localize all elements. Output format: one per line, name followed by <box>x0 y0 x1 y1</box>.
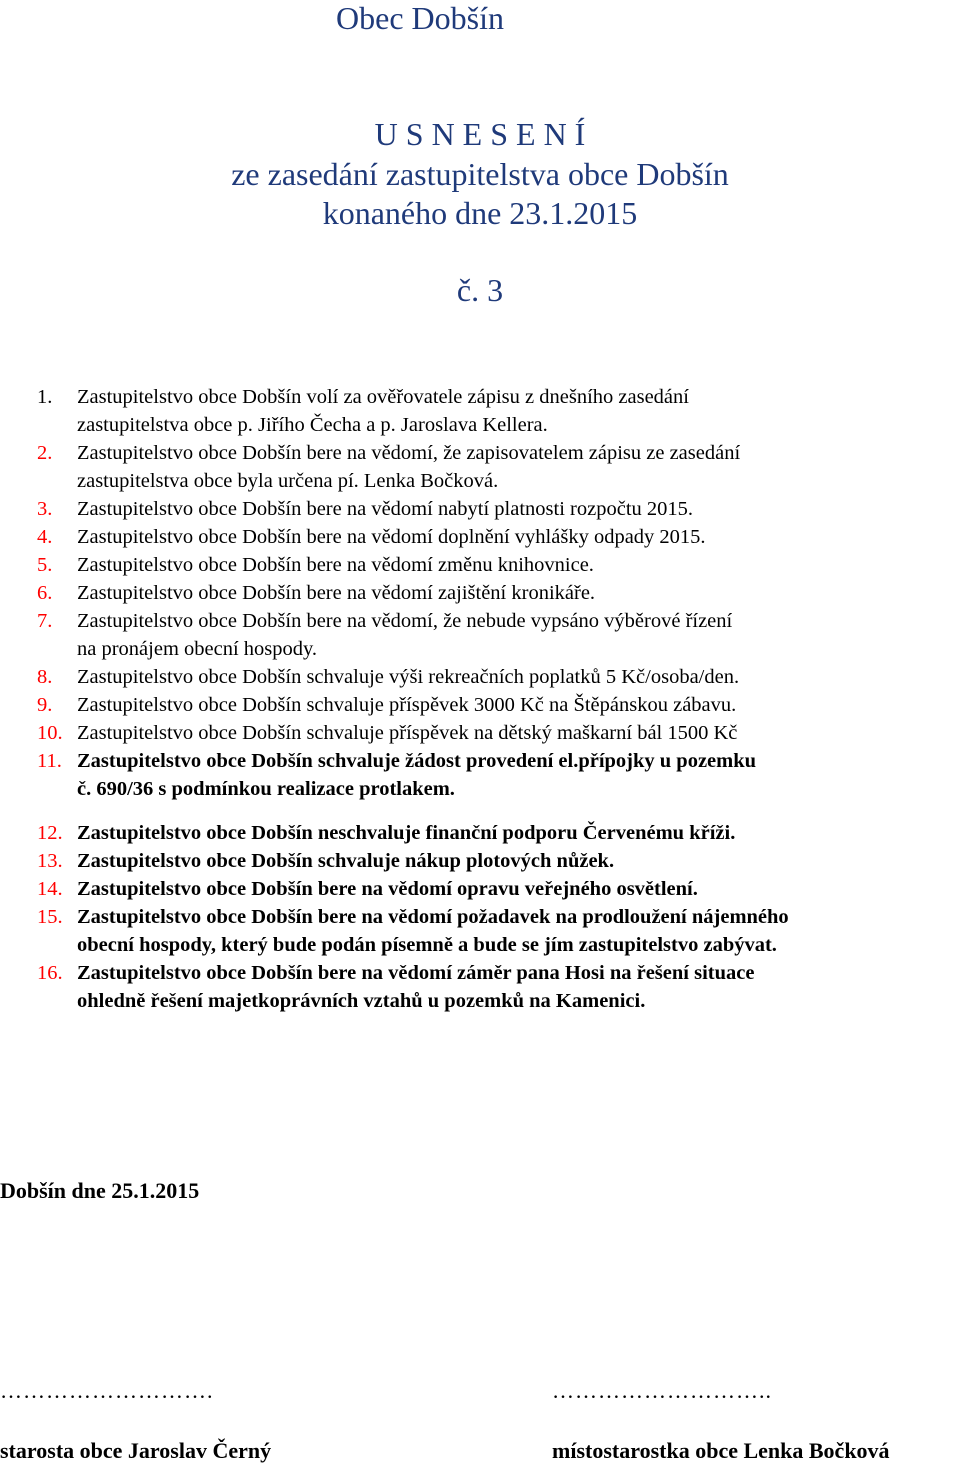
resolution-item <box>37 579 960 607</box>
resolution-item <box>37 439 960 495</box>
resolution-item-number: 2. <box>37 442 53 464</box>
resolution-item-line: obecní hospody, který bude podán písemně a bude se jím zastupitelstvo zabývat. <box>77 934 777 956</box>
signature-deputy-mayor: místostarostka obce Lenka Bočková <box>552 1438 890 1463</box>
resolution-item-line: Zastupitelstvo obce Dobšín volí za ověřovatele zápisu z dnešního zasedání <box>77 386 689 408</box>
resolution-item-text <box>77 663 960 691</box>
resolution-list <box>37 383 960 1015</box>
signature-line-right: ……………………….. <box>552 1378 772 1403</box>
resolution-item-line: Zastupitelstvo obce Dobšín bere na vědomí, že zapisovatelem zápisu ze zasedání <box>77 442 741 464</box>
resolution-item-line: zastupitelstva obce p. Jiřího Čecha a p. Jaroslava Kellera. <box>77 414 548 436</box>
resolution-item <box>37 383 960 439</box>
resolution-item <box>37 959 960 1015</box>
resolution-item-text <box>77 747 960 803</box>
resolution-item <box>37 607 960 663</box>
resolution-item <box>37 663 960 691</box>
resolution-item-number: 9. <box>37 694 53 716</box>
resolution-item <box>37 691 960 719</box>
resolution-item-number: 11. <box>37 750 62 772</box>
resolution-item-line: Zastupitelstvo obce Dobšín neschvaluje finanční podporu Červenému kříži. <box>77 822 736 844</box>
resolution-item <box>37 847 960 875</box>
resolution-item-number: 16. <box>37 962 63 984</box>
resolution-item-text <box>77 579 960 607</box>
resolution-item-number: 3. <box>37 498 53 520</box>
resolution-item-text <box>77 719 960 747</box>
signature-line-left: ………………………. <box>0 1378 214 1403</box>
resolution-item-line: Zastupitelstvo obce Dobšín schvaluje nákup plotových nůžek. <box>77 850 615 872</box>
resolution-item-text <box>77 903 960 959</box>
resolution-item-number: 14. <box>37 878 63 900</box>
resolution-item-text <box>77 551 960 579</box>
resolution-item-line: Zastupitelstvo obce Dobšín bere na vědomí doplnění vyhlášky odpady 2015. <box>77 526 706 548</box>
resolution-item-line: č. 690/36 s podmínkou realizace protlakem. <box>77 778 455 800</box>
resolution-item-line: Zastupitelstvo obce Dobšín schvaluje výši rekreačních poplatků 5 Kč/osoba/den. <box>77 666 740 688</box>
resolution-item-line: Zastupitelstvo obce Dobšín bere na vědomí změnu knihovnice. <box>77 554 594 576</box>
resolution-item-text <box>77 847 960 875</box>
resolution-item-line: Zastupitelstvo obce Dobšín schvaluje příspěvek na dětský maškarní bál 1500 Kč <box>77 722 738 744</box>
signature-mayor: starosta obce Jaroslav Černý <box>0 1438 272 1463</box>
resolution-item-number: 13. <box>37 850 63 872</box>
resolution-item-number: 5. <box>37 554 53 576</box>
resolution-item-text <box>77 691 960 719</box>
resolution-number: č. 3 <box>456 272 504 308</box>
resolution-item-number: 8. <box>37 666 53 688</box>
resolution-item-number: 4. <box>37 526 53 548</box>
resolution-item-number: 7. <box>37 610 53 632</box>
resolution-item-line: Zastupitelstvo obce Dobšín schvaluje příspěvek 3000 Kč na Štěpánskou zábavu. <box>77 694 737 716</box>
resolution-item-number: 10. <box>37 722 63 744</box>
resolution-item-text <box>77 383 960 439</box>
resolution-item <box>37 719 960 747</box>
resolution-item-line: Zastupitelstvo obce Dobšín bere na vědomí zajištění kronikáře. <box>77 582 596 604</box>
resolution-item-line: na pronájem obecní hospody. <box>77 638 318 660</box>
document-title: U S N E S E N Í <box>374 116 586 152</box>
resolution-item <box>37 747 960 803</box>
document-subtitle: ze zasedání zastupitelstva obce Dobšín <box>231 156 729 192</box>
resolution-item-line: Zastupitelstvo obce Dobšín bere na vědomí požadavek na prodloužení nájemného <box>77 906 789 928</box>
resolution-item <box>37 875 960 903</box>
resolution-item-text <box>77 523 960 551</box>
resolution-item <box>37 523 960 551</box>
resolution-item-line: Zastupitelstvo obce Dobšín bere na vědomí, že nebude vypsáno výběrové řízení <box>77 610 733 632</box>
obec-title: Obec Dobšín <box>336 0 504 36</box>
resolution-item-line: Zastupitelstvo obce Dobšín bere na vědomí záměr pana Hosi na řešení situace <box>77 962 755 984</box>
resolution-item-text <box>77 819 960 847</box>
resolution-item-text <box>77 439 960 495</box>
meeting-date: konaného dne 23.1.2015 <box>322 195 638 231</box>
resolution-item <box>37 903 960 959</box>
resolution-item <box>37 819 960 847</box>
resolution-item-line: Zastupitelstvo obce Dobšín schvaluje žádost provedení el.přípojky u pozemku <box>77 750 757 772</box>
resolution-item-text <box>77 959 960 1015</box>
resolution-item-number: 15. <box>37 906 63 928</box>
resolution-item-line: Zastupitelstvo obce Dobšín bere na vědomí opravu veřejného osvětlení. <box>77 878 698 900</box>
resolution-item-text <box>77 875 960 903</box>
resolution-item-line: zastupitelstva obce byla určena pí. Lenka Bočková. <box>77 470 499 492</box>
resolution-item-number: 6. <box>37 582 53 604</box>
resolution-item-text <box>77 495 960 523</box>
place-date: Dobšín dne 25.1.2015 <box>0 1178 200 1203</box>
resolution-item-text <box>77 607 960 663</box>
resolution-item-number: 12. <box>37 822 63 844</box>
resolution-item-line: Zastupitelstvo obce Dobšín bere na vědomí nabytí platnosti rozpočtu 2015. <box>77 498 694 520</box>
resolution-item-number: 1. <box>37 386 53 408</box>
resolution-item-line: ohledně řešení majetkoprávních vztahů u pozemků na Kamenici. <box>77 990 646 1012</box>
resolution-item <box>37 495 960 523</box>
resolution-item <box>37 551 960 579</box>
